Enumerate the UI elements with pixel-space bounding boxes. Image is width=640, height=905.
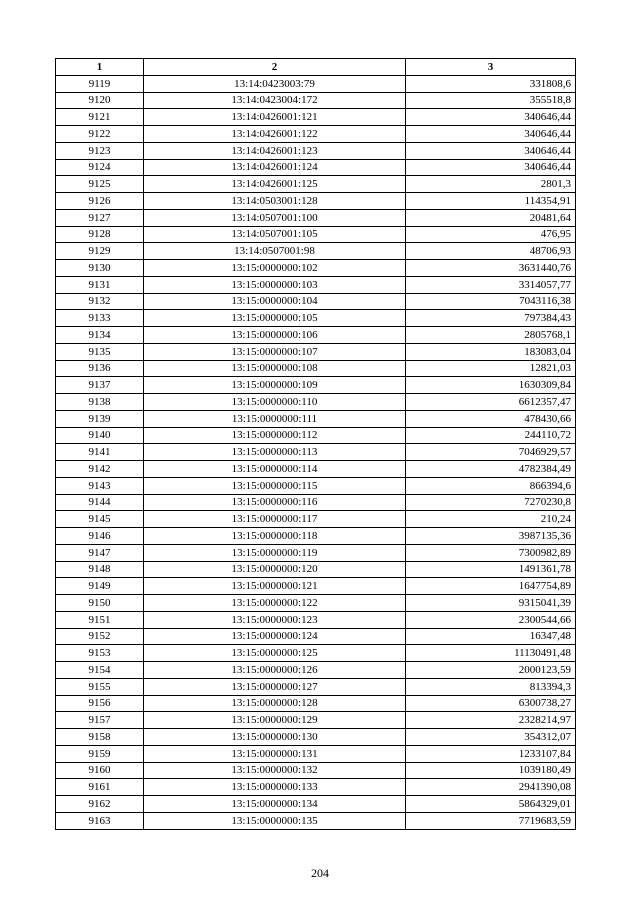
table-row — [56, 494, 576, 511]
cadastral-number-cell: 13:14:0426001:123 — [144, 142, 406, 159]
row-number-cell: 9120 — [56, 92, 144, 109]
row-number-cell: 9119 — [56, 75, 144, 92]
cadastral-number-cell: 13:14:0423003:79 — [144, 75, 406, 92]
cadastral-number-cell: 13:14:0426001:125 — [144, 176, 406, 193]
column-header-cadastral-number: 2 — [144, 59, 406, 76]
cadastral-number-cell: 13:15:0000000:126 — [144, 662, 406, 679]
page-number: 204 — [311, 866, 329, 880]
row-number-cell: 9156 — [56, 695, 144, 712]
cadastral-number-cell: 13:15:0000000:123 — [144, 611, 406, 628]
table-row — [56, 678, 576, 695]
row-number-cell: 9127 — [56, 209, 144, 226]
value-cell: 9315041,39 — [406, 595, 576, 612]
cadastral-number-cell: 13:15:0000000:111 — [144, 410, 406, 427]
value-cell: 2300544,66 — [406, 611, 576, 628]
row-number-cell: 9131 — [56, 276, 144, 293]
cadastral-number-cell: 13:15:0000000:118 — [144, 528, 406, 545]
value-cell: 340646,44 — [406, 159, 576, 176]
table-row — [56, 745, 576, 762]
row-number-cell: 9130 — [56, 260, 144, 277]
row-number-cell: 9155 — [56, 678, 144, 695]
value-cell: 48706,93 — [406, 243, 576, 260]
table-row — [56, 75, 576, 92]
cadastral-number-cell: 13:14:0507001:105 — [144, 226, 406, 243]
table-row — [56, 611, 576, 628]
value-cell: 7043116,38 — [406, 293, 576, 310]
cadastral-number-cell: 13:15:0000000:106 — [144, 327, 406, 344]
value-cell: 866394,6 — [406, 477, 576, 494]
cadastral-number-cell: 13:15:0000000:128 — [144, 695, 406, 712]
cadastral-number-cell: 13:14:0507001:100 — [144, 209, 406, 226]
table-row — [56, 293, 576, 310]
row-number-cell: 9150 — [56, 595, 144, 612]
value-cell: 3631440,76 — [406, 260, 576, 277]
cadastral-number-cell: 13:15:0000000:124 — [144, 628, 406, 645]
value-cell: 2328214,97 — [406, 712, 576, 729]
row-number-cell: 9124 — [56, 159, 144, 176]
table-row — [56, 410, 576, 427]
value-cell: 476,95 — [406, 226, 576, 243]
table-row — [56, 226, 576, 243]
cadastral-number-cell: 13:14:0426001:122 — [144, 126, 406, 143]
value-cell: 2805768,1 — [406, 327, 576, 344]
table-row — [56, 544, 576, 561]
cadastral-number-cell: 13:15:0000000:127 — [144, 678, 406, 695]
row-number-cell: 9144 — [56, 494, 144, 511]
value-cell: 7046929,57 — [406, 444, 576, 461]
cadastral-number-cell: 13:15:0000000:131 — [144, 745, 406, 762]
value-cell: 1039180,49 — [406, 762, 576, 779]
value-cell: 6612357,47 — [406, 394, 576, 411]
row-number-cell: 9125 — [56, 176, 144, 193]
row-number-cell: 9154 — [56, 662, 144, 679]
value-cell: 3987135,36 — [406, 528, 576, 545]
row-number-cell: 9128 — [56, 226, 144, 243]
cadastral-number-cell: 13:15:0000000:129 — [144, 712, 406, 729]
table-row — [56, 394, 576, 411]
cadastral-number-cell: 13:15:0000000:134 — [144, 796, 406, 813]
row-number-cell: 9136 — [56, 360, 144, 377]
value-cell: 12821,03 — [406, 360, 576, 377]
table-row — [56, 142, 576, 159]
table-row — [56, 595, 576, 612]
row-number-cell: 9141 — [56, 444, 144, 461]
table-row — [56, 444, 576, 461]
row-number-cell: 9157 — [56, 712, 144, 729]
table-row — [56, 712, 576, 729]
table-row — [56, 561, 576, 578]
row-number-cell: 9140 — [56, 427, 144, 444]
value-cell: 183083,04 — [406, 343, 576, 360]
table-row — [56, 796, 576, 813]
row-number-cell: 9149 — [56, 578, 144, 595]
value-cell: 16347,48 — [406, 628, 576, 645]
row-number-cell: 9147 — [56, 544, 144, 561]
table-row — [56, 645, 576, 662]
row-number-cell: 9126 — [56, 193, 144, 210]
row-number-cell: 9123 — [56, 142, 144, 159]
cadastral-number-cell: 13:15:0000000:120 — [144, 561, 406, 578]
column-header-number: 1 — [56, 59, 144, 76]
value-cell: 797384,43 — [406, 310, 576, 327]
cadastral-number-cell: 13:15:0000000:113 — [144, 444, 406, 461]
value-cell: 7300982,89 — [406, 544, 576, 561]
value-cell: 2801,3 — [406, 176, 576, 193]
table-row — [56, 193, 576, 210]
value-cell: 3314057,77 — [406, 276, 576, 293]
cadastral-number-cell: 13:14:0426001:124 — [144, 159, 406, 176]
row-number-cell: 9134 — [56, 327, 144, 344]
value-cell: 6300738,27 — [406, 695, 576, 712]
row-number-cell: 9138 — [56, 394, 144, 411]
row-number-cell: 9152 — [56, 628, 144, 645]
table-row — [56, 762, 576, 779]
row-number-cell: 9129 — [56, 243, 144, 260]
table-row — [56, 511, 576, 528]
table-row — [56, 343, 576, 360]
value-cell: 5864329,01 — [406, 796, 576, 813]
value-cell: 7719683,59 — [406, 812, 576, 829]
value-cell: 331808,6 — [406, 75, 576, 92]
table-row — [56, 578, 576, 595]
cadastral-number-cell: 13:15:0000000:125 — [144, 645, 406, 662]
value-cell: 1647754,89 — [406, 578, 576, 595]
cadastral-number-cell: 13:15:0000000:119 — [144, 544, 406, 561]
cadastral-number-cell: 13:15:0000000:132 — [144, 762, 406, 779]
row-number-cell: 9132 — [56, 293, 144, 310]
cadastral-number-cell: 13:14:0503001:128 — [144, 193, 406, 210]
cadastral-number-cell: 13:15:0000000:108 — [144, 360, 406, 377]
cadastral-number-cell: 13:15:0000000:102 — [144, 260, 406, 277]
value-cell: 1630309,84 — [406, 377, 576, 394]
cadastral-number-cell: 13:15:0000000:110 — [144, 394, 406, 411]
row-number-cell: 9153 — [56, 645, 144, 662]
table-row — [56, 360, 576, 377]
cadastral-number-cell: 13:15:0000000:130 — [144, 729, 406, 746]
table-row — [56, 427, 576, 444]
cadastral-number-cell: 13:15:0000000:135 — [144, 812, 406, 829]
cadastral-number-cell: 13:15:0000000:121 — [144, 578, 406, 595]
value-cell: 813394,3 — [406, 678, 576, 695]
table-row — [56, 628, 576, 645]
row-number-cell: 9143 — [56, 477, 144, 494]
table-row — [56, 126, 576, 143]
table-row — [56, 477, 576, 494]
cadastral-number-cell: 13:15:0000000:104 — [144, 293, 406, 310]
table-row — [56, 276, 576, 293]
table-row — [56, 310, 576, 327]
table-row — [56, 243, 576, 260]
row-number-cell: 9159 — [56, 745, 144, 762]
cadastral-number-cell: 13:15:0000000:105 — [144, 310, 406, 327]
table-row — [56, 662, 576, 679]
row-number-cell: 9151 — [56, 611, 144, 628]
cadastral-number-cell: 13:15:0000000:122 — [144, 595, 406, 612]
row-number-cell: 9121 — [56, 109, 144, 126]
value-cell: 340646,44 — [406, 126, 576, 143]
value-cell: 355518,8 — [406, 92, 576, 109]
cadastral-number-cell: 13:15:0000000:109 — [144, 377, 406, 394]
table-row — [56, 729, 576, 746]
row-number-cell: 9160 — [56, 762, 144, 779]
value-cell: 20481,64 — [406, 209, 576, 226]
row-number-cell: 9158 — [56, 729, 144, 746]
cadastral-number-cell: 13:14:0423004:172 — [144, 92, 406, 109]
value-cell: 340646,44 — [406, 109, 576, 126]
cadastral-number-cell: 13:14:0426001:121 — [144, 109, 406, 126]
column-header-value: 3 — [406, 59, 576, 76]
table-row — [56, 159, 576, 176]
row-number-cell: 9162 — [56, 796, 144, 813]
table-row — [56, 528, 576, 545]
table-header-row — [56, 59, 576, 76]
table-row — [56, 461, 576, 478]
row-number-cell: 9145 — [56, 511, 144, 528]
cadastral-number-cell: 13:15:0000000:133 — [144, 779, 406, 796]
value-cell: 11130491,48 — [406, 645, 576, 662]
row-number-cell: 9139 — [56, 410, 144, 427]
value-cell: 2941390,08 — [406, 779, 576, 796]
row-number-cell: 9163 — [56, 812, 144, 829]
value-cell: 244110,72 — [406, 427, 576, 444]
value-cell: 2000123,59 — [406, 662, 576, 679]
row-number-cell: 9135 — [56, 343, 144, 360]
table-row — [56, 327, 576, 344]
cadastral-number-cell: 13:15:0000000:117 — [144, 511, 406, 528]
table-row — [56, 92, 576, 109]
cadastral-number-cell: 13:15:0000000:103 — [144, 276, 406, 293]
row-number-cell: 9122 — [56, 126, 144, 143]
value-cell: 478430,66 — [406, 410, 576, 427]
table-row — [56, 176, 576, 193]
row-number-cell: 9146 — [56, 528, 144, 545]
value-cell: 354312,07 — [406, 729, 576, 746]
value-cell: 7270230,8 — [406, 494, 576, 511]
table-row — [56, 695, 576, 712]
value-cell: 210,24 — [406, 511, 576, 528]
table-row — [56, 209, 576, 226]
table-row — [56, 109, 576, 126]
value-cell: 114354,91 — [406, 193, 576, 210]
value-cell: 1491361,78 — [406, 561, 576, 578]
cadastral-number-cell: 13:15:0000000:107 — [144, 343, 406, 360]
row-number-cell: 9137 — [56, 377, 144, 394]
cadastral-number-cell: 13:15:0000000:116 — [144, 494, 406, 511]
cadastral-value-table — [55, 58, 576, 830]
value-cell: 340646,44 — [406, 142, 576, 159]
table-row — [56, 377, 576, 394]
row-number-cell: 9161 — [56, 779, 144, 796]
cadastral-number-cell: 13:15:0000000:115 — [144, 477, 406, 494]
row-number-cell: 9142 — [56, 461, 144, 478]
cadastral-number-cell: 13:15:0000000:112 — [144, 427, 406, 444]
table-row — [56, 260, 576, 277]
table-body — [56, 75, 576, 829]
value-cell: 1233107,84 — [406, 745, 576, 762]
value-cell: 4782384,49 — [406, 461, 576, 478]
table-row — [56, 779, 576, 796]
row-number-cell: 9133 — [56, 310, 144, 327]
table-row — [56, 812, 576, 829]
cadastral-number-cell: 13:15:0000000:114 — [144, 461, 406, 478]
row-number-cell: 9148 — [56, 561, 144, 578]
cadastral-number-cell: 13:14:0507001:98 — [144, 243, 406, 260]
